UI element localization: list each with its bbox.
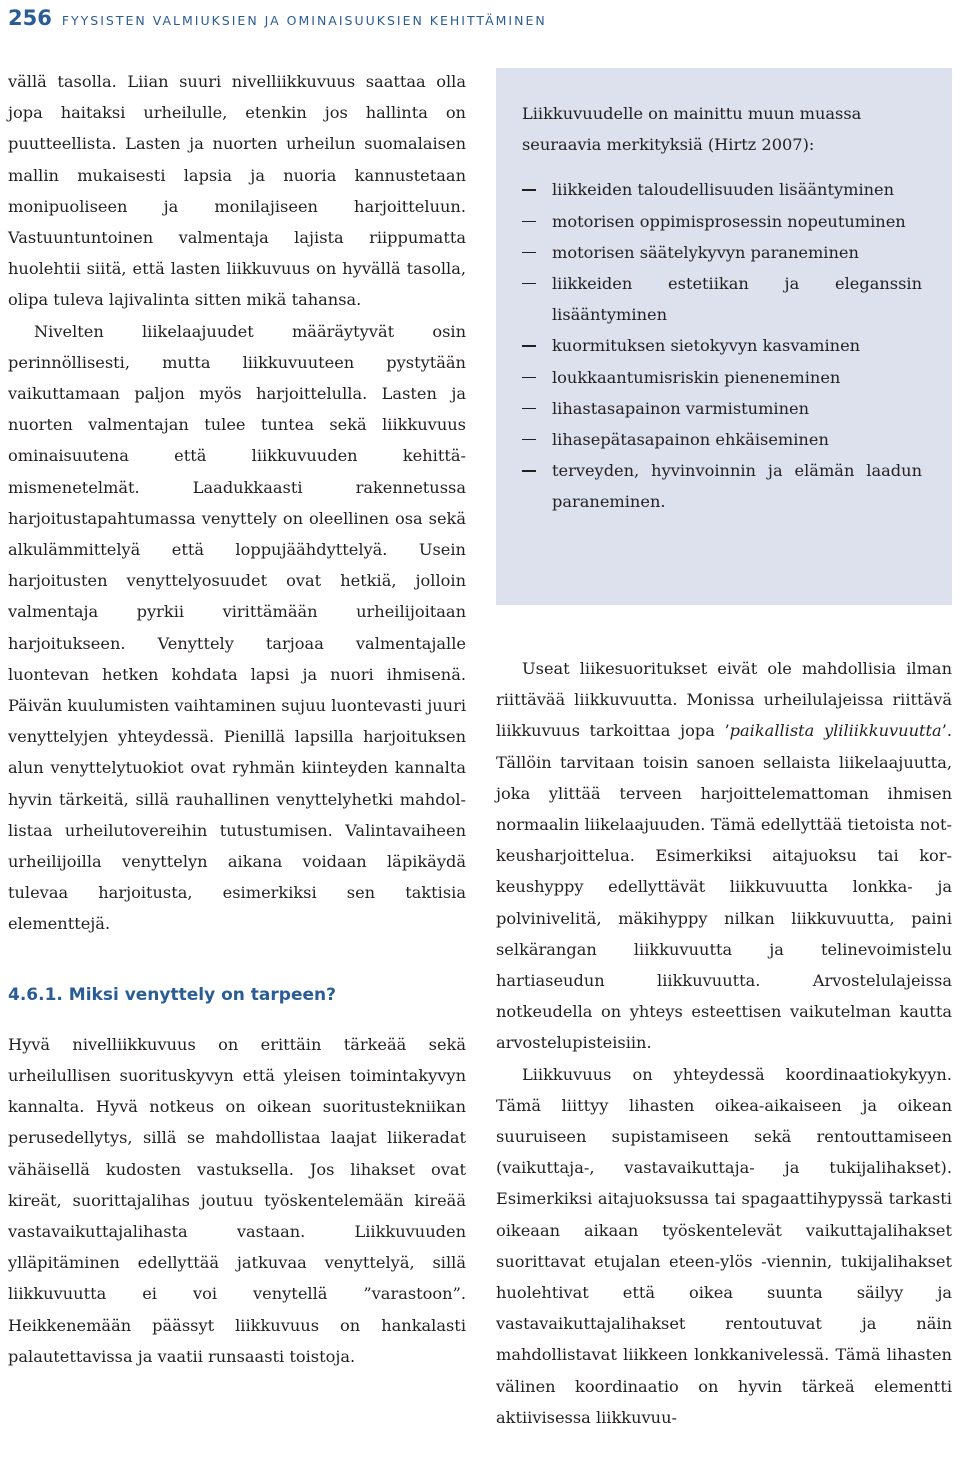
dash-bullet-icon	[522, 345, 536, 346]
list-item: liikkeiden taloudellisuuden lisääntyminen	[522, 174, 922, 205]
dash-bullet-icon	[522, 439, 536, 440]
page-header	[8, 6, 547, 36]
list-item: loukkaantumisriskin pieneneminen	[522, 362, 922, 393]
list-item: motorisen oppimisprosessin nopeutuminen	[522, 206, 922, 237]
list-item: kuormituksen sietokyvyn kasvaminen	[522, 330, 922, 361]
dash-bullet-icon	[522, 252, 536, 253]
paragraph: vällä tasolla. Liian suuri nivelliikkuvuus saattaa olla jopa haitaksi urheilulle, etenkin jos hallinta on puutteellista. Lasten ja nuorten urheilun suomalaisen mallin mukaisesti lapsia ja nuoria kannustetaan monipuoliseen ja monilajiseen harjoitteluun. Vastuuntuntoinen valmentaja lajista riippumatta huolehtii siitä, että lasten liikkuvuus on hyvällä tasolla, olipa tuleva lajivalinta sitten mikä tahansa.	[8, 72, 466, 310]
section-heading: 4.6.1. Miksi venyttely on tarpeen?	[8, 984, 336, 1005]
italic-term: paikallista yliliikkuvuutta	[729, 721, 942, 741]
page-number: 256	[8, 6, 52, 30]
box-list	[522, 174, 922, 517]
paragraph: Hyvä nivelliikkuvuus on erittäin tärkeää sekä urheilullisen suorituskyvyn että yleisen toimintakyvyn kannalta. Hyvä notkeus on oikean suoritustekniikan perusedellytys, sillä se mahdollistaa laajat liikeradat vähäisellä kudosten vastuksella. Jos lihakset ovat kireät, suorittajalihas joutuu työskentelemään kireää vastavaikuttajalihasta vastaan. Liikkuvuuden ylläpitäminen edellyttää jatkuvaa venyttelyä, sillä liikkuvuutta ei voi venytellä ”varastoon”. Heikkenemään päässyt liikkuvuus on hankalasti palautettavissa ja vaatii runsaasti toistoja.	[8, 1034, 466, 1366]
paragraph: Useat liikesuoritukset eivät ole mahdollisia ilman riittävää liikkuvuutta. Monissa urheilulajeissa riittävä liikkuvuus tarkoittaa jopa ’paikallista yliliikkuvuutta’. Tällöin tarvitaan toisin sanoen sellaista liikelaajuutta, joka ylittää terveen harjoittelemattoman ihmisen normaalin liikelaajuuden. Tämä edellyttää tietoista notkeusharjoittelua. Esimerkiksi aitajuoksu tai korkeushyppy edellyttävät liikkuvuutta lonkka- ja polvinivelitä, mäkihyppy nilkan liikkuvuutta, paini selkärangan liikkuvuutta ja telinevoimistelu hartiaseudun liikkuvuutta. Arvostelulajeissa notkeudella on yhteys esteettisen vaikutelman kautta arvostelupisteisiin.	[496, 659, 952, 1053]
dash-bullet-icon	[522, 408, 536, 409]
dash-bullet-icon	[522, 470, 536, 471]
running-head: FYYSISTEN VALMIUKSIEN JA OMINAISUUKSIEN KEHITTÄMINEN	[61, 13, 547, 28]
dash-bullet-icon	[522, 377, 536, 378]
list-item: liikkeiden estetiikan ja eleganssin lisääntyminen	[522, 268, 922, 330]
list-item: lihastasapainon varmistuminen	[522, 393, 922, 424]
paragraph: Liikkuvuus on yhteydessä koordinaatiokykyyn. Tämä liittyy lihasten oikea-aikaiseen ja oikean suuruiseen supistamiseen sekä rentouttamiseen (vaikuttaja-, vastavaikuttaja- ja tukijalihakset). Esimerkiksi aitajuoksussa tai spagaattihypyssä tarkasti oikeaan aikaan työskentelevät vaikuttajalihakset suorittavat etujalan eteen-ylös -viennin, tukijalihakset huolehtivat että oikea suunta säilyy ja vastavaikuttajalihakset rentoutuvat ja näin mahdollistavat liikkeen lonkkanivelessä. Tämä lihasten välinen koordinaatio on hyvin tärkeä elementti aktiivisessa liikkuvuu-	[496, 1064, 952, 1427]
dash-bullet-icon	[522, 189, 536, 190]
box-intro: Liikkuvuudelle on mainittu muun muassa seuraavia merkityksiä (Hirtz 2007):	[522, 104, 862, 155]
info-box	[496, 68, 952, 605]
list-item: terveyden, hyvinvoinnin ja elämän laadun paraneminen.	[522, 455, 922, 517]
right-column	[496, 653, 952, 1433]
list-item: lihasepätasapainon ehkäiseminen	[522, 424, 922, 455]
list-item: motorisen säätelykyvyn paraneminen	[522, 237, 922, 268]
paragraph: Nivelten liikelaajuudet määräytyvät osin perinnöllisesti, mutta liikkuvuuteen pystytään vaikuttamaan paljon myös harjoittelulla. Lasten ja nuorten valmentajan tulee tuntea sekä liikkuvuus ominaisuutena että liikkuvuuden kehittämismenetelmät. Laadukkaasti rakennetussa harjoitustapahtumassa venyttely on oleellinen osa sekä alkulämmittelyä että loppujäähdyttelyä. Usein harjoitusten venyttelyosuudet ovat hetkiä, jolloin valmentaja pyrkii virittämään urheilijoitaan harjoitukseen. Venyttely tarjoaa valmentajalle luontevan hetken kohdata lapsi ja nuori ihmisenä. Päivän kuulumisten vaihtaminen sujuu luontevasti juuri venyttelyjen yhteydessä. Pienillä lapsilla harjoituksen alun venyttelytuokiot ovat ryhmän kiinteyden kannalta hyvin tärkeitä, sillä rauhallinen venyttelyhetki mahdollistaa urheilutovereihin tutustumisen. Valintavaiheen urheilijoilla venyttelyn aikana voidaan läpikäydä tulevaa harjoitusta, esimerkiksi sen taktisia elementtejä.	[8, 321, 466, 934]
dash-bullet-icon	[522, 221, 536, 222]
dash-bullet-icon	[522, 283, 536, 284]
left-column	[8, 66, 466, 1372]
